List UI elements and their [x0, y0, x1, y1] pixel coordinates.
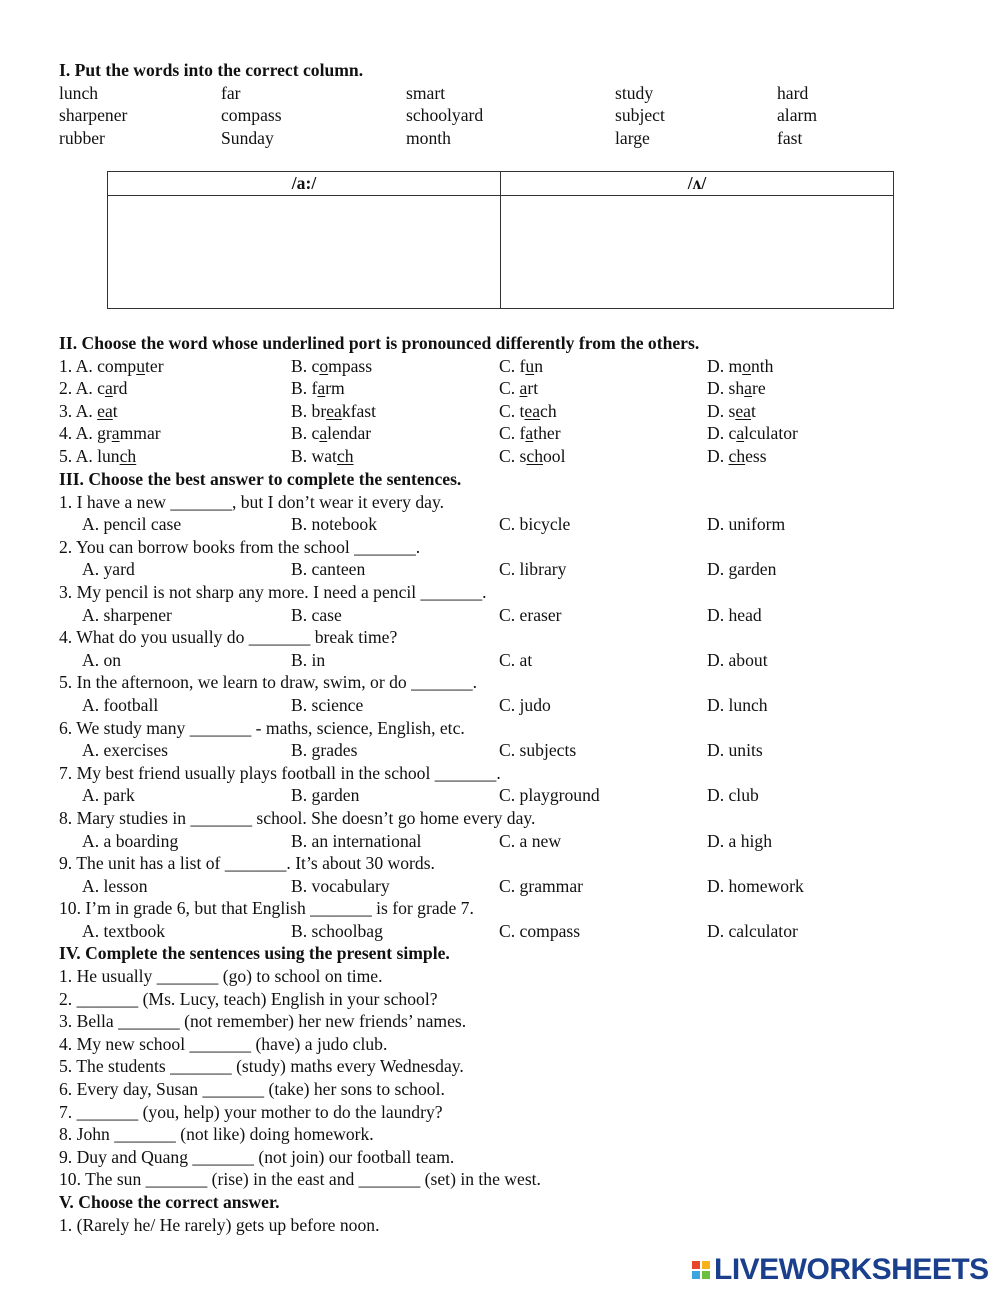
underlined-part: a [317, 378, 326, 399]
word-bank-word[interactable]: alarm [777, 105, 818, 126]
answer-option[interactable]: D. uniform [707, 514, 786, 535]
choice-item[interactable]: 1. (Rarely he/ He rarely) gets up before noon. [59, 1214, 380, 1235]
underlined-part: ea [326, 400, 342, 421]
option-text-after: t [112, 400, 118, 421]
answer-option[interactable]: C. a new [499, 830, 562, 851]
answer-option[interactable]: A. park [82, 785, 135, 806]
word-bank-word[interactable]: smart [406, 82, 446, 103]
answer-option[interactable]: A. football [82, 694, 159, 715]
pronunciation-question [59, 355, 939, 378]
logo-square [702, 1271, 710, 1279]
fill-in-item[interactable]: 9. Duy and Quang _______ (not join) our football team. [59, 1146, 455, 1167]
option-text-before: C. [499, 378, 520, 399]
answer-options [59, 694, 939, 717]
answer-option[interactable]: D. lunch [707, 694, 768, 715]
answer-option[interactable]: D. homework [707, 875, 804, 896]
answer-options [59, 604, 939, 627]
answer-option[interactable]: D. about [707, 649, 768, 670]
option-text-before: C. f [499, 423, 526, 444]
option-text-before: B. c [291, 355, 320, 376]
option-text-after: mpass [328, 355, 373, 376]
answer-option[interactable]: B. case [291, 604, 342, 625]
pronunciation-option[interactable] [59, 422, 161, 445]
pronunciation-option[interactable] [59, 377, 127, 400]
underlined-part: ch [119, 445, 137, 466]
option-text-after: rt [527, 378, 539, 399]
option-text-before: 3. A. [59, 400, 98, 421]
underlined-part: u [136, 355, 146, 376]
word-bank-row [59, 82, 939, 105]
fill-in-item[interactable]: 10. The sun _______ (rise) in the east and _______ (set) in the west. [59, 1169, 541, 1190]
answer-option[interactable]: C. judo [499, 694, 551, 715]
sort-table [107, 171, 894, 309]
option-text-before: B. c [291, 423, 320, 444]
pronunciation-option[interactable] [707, 377, 766, 400]
word-bank-word[interactable]: far [221, 82, 241, 103]
logo-square [702, 1261, 710, 1269]
section-5-title: V. Choose the correct answer. [59, 1192, 280, 1212]
option-text-after: t [750, 400, 756, 421]
question-text: 7. My best friend usually plays football in the school _______. [59, 762, 501, 783]
option-text-before: D. sh [707, 378, 745, 399]
pronunciation-option[interactable] [499, 400, 557, 423]
pronunciation-question [59, 400, 939, 423]
word-bank-word[interactable]: fast [777, 127, 803, 148]
answer-option[interactable]: B. canteen [291, 559, 366, 580]
pronunciation-option[interactable] [499, 445, 565, 468]
question-text: 1. I have a new _______, but I don’t wear it every day. [59, 491, 444, 512]
word-bank-word[interactable]: Sunday [221, 127, 274, 148]
option-text-after: lculator [744, 423, 798, 444]
underlined-part: ch [728, 445, 746, 466]
answer-option[interactable]: D. club [707, 785, 759, 806]
underlined-part: a [104, 378, 113, 399]
option-text-before: 4. A. gr [59, 423, 112, 444]
answer-option[interactable]: A. textbook [82, 920, 166, 941]
pronunciation-option[interactable] [499, 355, 543, 378]
question-text: 8. Mary studies in _______ school. She doesn’t go home every day. [59, 807, 536, 828]
fill-in-item[interactable]: 8. John _______ (not like) doing homework. [59, 1124, 374, 1145]
fill-in-item[interactable]: 3. Bella _______ (not remember) her new friends’ names. [59, 1011, 467, 1032]
section-1 [59, 59, 939, 149]
pronunciation-questions [59, 355, 939, 468]
option-text-before: 1. A. comp [59, 355, 137, 376]
answer-options [59, 649, 939, 672]
logo-mark-icon [692, 1261, 710, 1279]
fill-in-item[interactable]: 6. Every day, Susan _______ (take) her sons to school. [59, 1079, 445, 1100]
answer-options [59, 830, 939, 853]
logo-text: LIVEWORKSHEETS [714, 1253, 989, 1286]
underlined-part: a [111, 423, 120, 444]
option-text-before: D. [707, 445, 729, 466]
option-text-before: 2. A. c [59, 378, 105, 399]
answer-option[interactable]: D. calculator [707, 920, 798, 941]
pronunciation-option[interactable] [291, 400, 376, 423]
answer-option[interactable]: B. grades [291, 740, 358, 761]
answer-option[interactable]: C. at [499, 649, 533, 670]
sort-dropzone-uh[interactable] [501, 196, 893, 308]
fill-in-item[interactable]: 5. The students _______ (study) maths every Wednesday. [59, 1056, 464, 1077]
option-text-before: 5. A. lun [59, 445, 120, 466]
answer-option[interactable]: B. science [291, 694, 364, 715]
word-bank-word[interactable]: rubber [59, 127, 105, 148]
answer-options [59, 875, 939, 898]
answer-option[interactable]: C. library [499, 559, 567, 580]
answer-option[interactable]: A. sharpener [82, 604, 172, 625]
underlined-part: ea [97, 400, 113, 421]
answer-option[interactable]: D. head [707, 604, 762, 625]
fill-in-item[interactable]: 4. My new school _______ (have) a judo club. [59, 1033, 388, 1054]
question-text: 4. What do you usually do _______ break time? [59, 627, 398, 648]
answer-option[interactable]: C. grammar [499, 875, 584, 896]
answer-option[interactable]: C. subjects [499, 740, 577, 761]
pronunciation-option[interactable] [707, 355, 773, 378]
question-text: 9. The unit has a list of _______. It’s about 30 words. [59, 853, 435, 874]
word-bank-word[interactable]: month [406, 127, 451, 148]
question-text: 3. My pencil is not sharp any more. I need a pencil _______. [59, 581, 487, 602]
word-bank-word[interactable]: lunch [59, 82, 99, 103]
section-2 [59, 332, 939, 468]
sort-column-a [108, 172, 500, 308]
option-text-after: rd [112, 378, 128, 399]
question-text: 2. You can borrow books from the school _______. [59, 536, 421, 557]
pronunciation-option[interactable] [707, 445, 767, 468]
pronunciation-question [59, 445, 939, 468]
sort-dropzone-a[interactable] [108, 196, 500, 308]
answer-option[interactable]: D. garden [707, 559, 777, 580]
sort-header-uh: /ʌ/ [501, 172, 893, 196]
multiple-choice-questions [59, 491, 939, 943]
answer-option[interactable]: A. yard [82, 559, 135, 580]
answer-option[interactable]: B. garden [291, 785, 360, 806]
answer-options [59, 920, 939, 943]
answer-options [59, 784, 939, 807]
word-bank-word[interactable]: study [615, 82, 654, 103]
option-text-after: ter [145, 355, 164, 376]
word-bank-row [59, 127, 939, 150]
underlined-part: a [736, 423, 745, 444]
answer-option[interactable]: D. units [707, 740, 763, 761]
pronunciation-option[interactable] [291, 422, 371, 445]
underlined-part: o [742, 355, 751, 376]
pronunciation-option[interactable] [499, 422, 561, 445]
answer-option[interactable]: C. playground [499, 785, 600, 806]
option-text-before: C. t [499, 400, 525, 421]
underlined-part: ea [735, 400, 751, 421]
option-text-after: re [751, 378, 766, 399]
underlined-part: a [744, 378, 752, 399]
option-text-after: ther [533, 423, 561, 444]
option-text-after: ess [745, 445, 767, 466]
pronunciation-option[interactable] [59, 355, 164, 378]
answer-option[interactable]: B. vocabulary [291, 875, 390, 896]
answer-option[interactable]: C. compass [499, 920, 581, 941]
fill-in-item[interactable]: 1. He usually _______ (go) to school on time. [59, 966, 383, 987]
option-text-before: B. wat [291, 445, 337, 466]
pronunciation-option[interactable] [291, 445, 354, 468]
correct-answer-items [59, 1214, 939, 1237]
question-text: 5. In the afternoon, we learn to draw, swim, or do _______. [59, 672, 478, 693]
option-text-after: rm [325, 378, 345, 399]
word-bank [59, 82, 939, 150]
underlined-part: o [319, 355, 329, 376]
answer-option[interactable]: D. a high [707, 830, 772, 851]
fill-in-item[interactable]: 2. _______ (Ms. Lucy, teach) English in your school? [59, 988, 438, 1009]
pronunciation-option[interactable] [59, 400, 118, 423]
option-text-before: B. f [291, 378, 318, 399]
option-text-after: n [534, 355, 543, 376]
present-simple-items [59, 965, 939, 1191]
underlined-part: a [319, 423, 328, 444]
liveworksheets-logo [692, 1252, 989, 1288]
fill-in-item[interactable]: 7. _______ (you, help) your mother to do the laundry? [59, 1101, 443, 1122]
option-text-after: ch [540, 400, 557, 421]
word-bank-row [59, 104, 939, 127]
underlined-part: ea [524, 400, 541, 421]
option-text-before: C. f [499, 355, 526, 376]
answer-option[interactable]: B. in [291, 649, 326, 670]
answer-option[interactable]: B. notebook [291, 514, 378, 535]
pronunciation-option[interactable] [59, 445, 136, 468]
question-text: 10. I’m in grade 6, but that English _______ is for grade 7. [59, 898, 474, 919]
pronunciation-option[interactable] [707, 400, 756, 423]
answer-option[interactable]: B. schoolbag [291, 920, 383, 941]
answer-option[interactable]: A. pencil case [82, 514, 182, 535]
answer-option[interactable]: A. exercises [82, 740, 168, 761]
option-text-before: B. br [291, 400, 327, 421]
option-text-after: ool [543, 445, 566, 466]
option-text-after: kfast [341, 400, 377, 421]
pronunciation-option[interactable] [499, 377, 538, 400]
answer-options [59, 558, 939, 581]
logo-square [692, 1271, 700, 1279]
section-3-title: III. Choose the best answer to complete the sentences. [59, 469, 462, 489]
answer-option[interactable]: B. an international [291, 830, 422, 851]
word-bank-word[interactable]: compass [221, 105, 282, 126]
option-text-before: D. m [707, 355, 743, 376]
underlined-part: a [519, 378, 528, 399]
pronunciation-option[interactable] [707, 422, 798, 445]
section-3-5 [59, 468, 939, 1236]
answer-option[interactable]: C. bicycle [499, 514, 571, 535]
underlined-part: a [525, 423, 534, 444]
answer-option[interactable]: A. lesson [82, 875, 148, 896]
sort-column-uh [500, 172, 893, 308]
option-text-after: mmar [119, 423, 161, 444]
option-text-before: C. s [499, 445, 527, 466]
answer-options [59, 513, 939, 536]
answer-option[interactable]: A. a boarding [82, 830, 179, 851]
sort-header-a: /a:/ [108, 172, 500, 196]
section-4-title: IV. Complete the sentences using the present simple. [59, 943, 450, 964]
answer-options [59, 739, 939, 762]
pronunciation-question [59, 422, 939, 445]
question-text: 6. We study many _______ - maths, science, English, etc. [59, 717, 465, 738]
option-text-after: lendar [327, 423, 372, 444]
option-text-before: D. c [707, 423, 737, 444]
underlined-part: ch [526, 445, 543, 466]
pronunciation-question [59, 377, 939, 400]
answer-option[interactable]: C. eraser [499, 604, 562, 625]
word-bank-word[interactable]: schoolyard [406, 105, 484, 126]
option-text-before: D. s [707, 400, 736, 421]
word-bank-word[interactable]: subject [615, 105, 665, 126]
pronunciation-option[interactable] [291, 355, 372, 378]
answer-option[interactable]: A. on [82, 649, 122, 670]
section-2-title: II. Choose the word whose underlined port is pronounced differently from the others. [59, 333, 700, 353]
word-bank-word[interactable]: large [615, 127, 650, 148]
logo-square [692, 1261, 700, 1269]
option-text-after: nth [750, 355, 774, 376]
word-bank-word[interactable]: hard [777, 82, 809, 103]
word-bank-word[interactable]: sharpener [59, 105, 128, 126]
underlined-part: ch [336, 445, 354, 466]
pronunciation-option[interactable] [291, 377, 345, 400]
section-1-title: I. Put the words into the correct column. [59, 60, 364, 80]
underlined-part: u [525, 355, 535, 376]
